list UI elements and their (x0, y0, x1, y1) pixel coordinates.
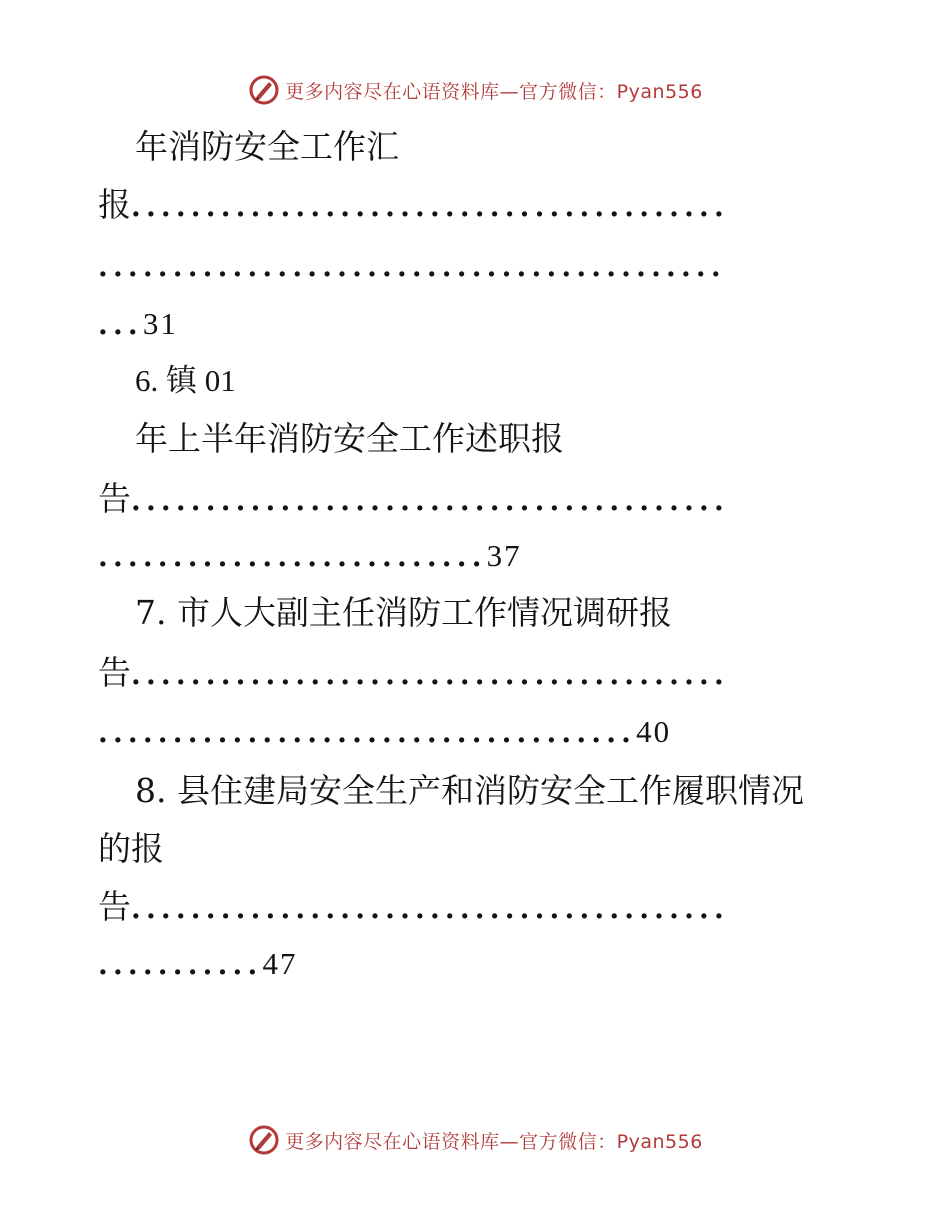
toc-entry-7-page-line (98, 706, 671, 756)
toc-entry-5-page: 31 (142, 306, 178, 341)
toc-entry-7-leader-line (98, 648, 843, 698)
dot-leader: .......................... (98, 540, 487, 573)
dot-leader: ... (98, 308, 143, 341)
toc-entry-8-leader-line (98, 882, 843, 932)
toc-entry-5-title: 年消防安全工作汇 (135, 127, 399, 166)
dot-leader: ........................................ (131, 484, 729, 517)
dot-leader: .................................... (98, 716, 637, 749)
pen-logo-icon (247, 1123, 281, 1157)
toc-entry-6-title: 年上半年消防安全工作述职报 (135, 419, 564, 458)
dot-leader: ........................................ (131, 190, 729, 223)
dot-leader: ........................................ (131, 892, 729, 925)
toc-entry-5-page-line (98, 298, 178, 348)
toc-entry-8-title-cont: 的报 (98, 829, 164, 868)
toc-entry-7-tail: 告 (98, 653, 131, 692)
header-banner-text: 更多内容尽在心语资料库—官方微信：Pyan556 (285, 80, 703, 103)
toc-entry-6-page-line (98, 530, 522, 580)
dot-leader: ........... (98, 948, 263, 981)
footer-banner (0, 1120, 950, 1160)
toc-entry-8-page: 47 (262, 946, 298, 981)
toc-entry-8-page-line (98, 938, 297, 988)
toc-entry-5-tail: 报 (98, 185, 131, 224)
toc-entry-7-title: 7. 市人大副主任消防工作情况调研报 (135, 593, 672, 632)
toc-entry-5-leader-line (98, 180, 843, 230)
toc-entry-8-title: 8. 县住建局安全生产和消防安全工作履职情况 (135, 771, 804, 810)
pen-logo-icon (247, 73, 281, 107)
dot-leader: .......................................... (98, 250, 726, 283)
toc-entry-6-tail: 告 (98, 479, 131, 518)
dot-leader: ........................................ (131, 658, 729, 691)
toc-entry-5-leader-line-2 (98, 240, 843, 290)
toc-entry-6-page: 37 (486, 538, 522, 573)
toc-entry-6-leader-line (98, 474, 843, 524)
toc-entry-6-number: 6. 镇 01 (135, 363, 236, 398)
footer-banner-text: 更多内容尽在心语资料库—官方微信：Pyan556 (285, 1130, 703, 1153)
toc-entry-7-page: 40 (636, 714, 672, 749)
header-banner (0, 70, 950, 110)
toc-entry-8-tail: 告 (98, 887, 131, 926)
